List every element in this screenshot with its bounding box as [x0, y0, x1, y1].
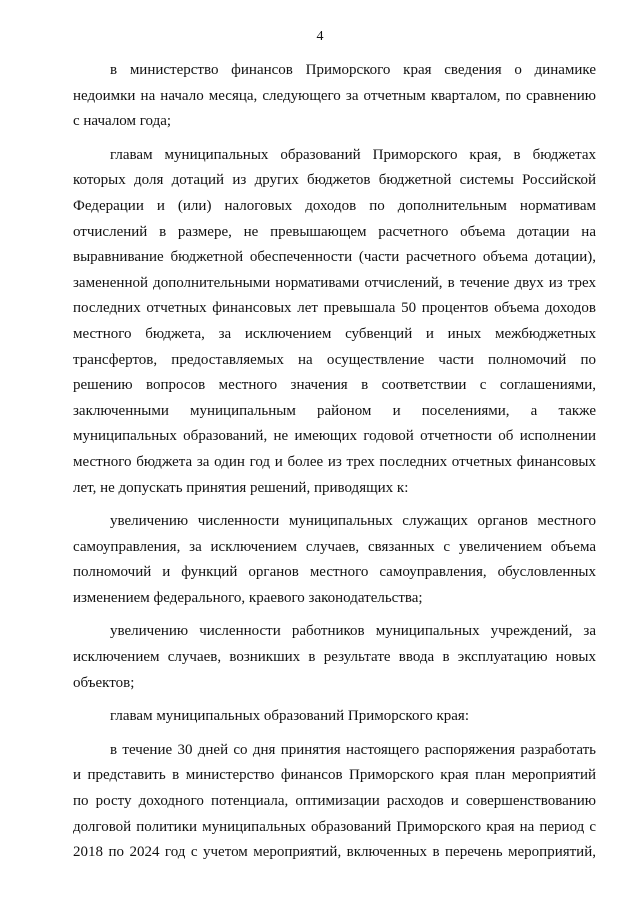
text-line: отчислений в размере, не превышающем расчетного объема дотации на	[73, 223, 596, 240]
paragraph	[73, 619, 596, 696]
paragraph	[73, 704, 596, 730]
text-line: выравнивание бюджетной обеспеченности (части расчетного объема дотации),	[73, 249, 596, 266]
text-line: по росту доходного потенциала, оптимизации расходов и совершенствованию	[73, 793, 596, 810]
paragraph	[73, 509, 596, 611]
text-line: недоимки на начало месяца, следующего за отчетным кварталом, по сравнению	[73, 87, 596, 104]
paragraph	[73, 143, 596, 501]
paragraph	[73, 58, 596, 135]
text-line: замененной дополнительными нормативами отчислений, в течение двух из трех	[73, 274, 596, 291]
text-line: долговой политики муниципальных образований Приморского края на период с	[73, 818, 596, 835]
text-line: изменением федерального, краевого законодательства;	[73, 589, 423, 606]
text-line: которых доля дотаций из других бюджетов бюджетной системы Российской	[73, 172, 596, 189]
text-line: объектов;	[73, 674, 135, 691]
text-line: местного бюджета за один год и более из трех последних отчетных финансовых	[73, 453, 596, 470]
page-number: 4	[316, 29, 324, 44]
paragraph	[73, 738, 596, 866]
text-line: самоуправления, за исключением случаев, связанных с увеличением объема	[73, 538, 596, 555]
text-line: в министерство финансов Приморского края сведения о динамике	[110, 62, 596, 78]
text-line: исключением случаев, возникших в результате ввода в эксплуатацию новых	[73, 649, 596, 666]
text-line: лет, не допускать принятия решений, приводящих к:	[73, 479, 409, 496]
text-line: 2018 по 2024 год с учетом мероприятий, включенных в перечень мероприятий,	[73, 844, 596, 861]
text-line: последних отчетных финансовых лет превышала 50 процентов объема доходов	[73, 300, 596, 317]
text-line: заключенными муниципальным районом и поселениями, а также	[73, 402, 596, 419]
text-line: решению вопросов местного значения в соответствии с соглашениями,	[73, 377, 596, 394]
text-line: главам муниципальных образований Приморского края:	[110, 708, 469, 725]
text-line: Федерации и (или) налоговых доходов по дополнительным нормативам	[73, 197, 596, 214]
text-line: увеличению численности работников муниципальных учреждений, за	[110, 623, 596, 640]
text-line: с началом года;	[73, 113, 172, 130]
text-line: увеличению численности муниципальных служащих органов местного	[110, 513, 596, 530]
text-line: трансфертов, предоставляемых на осуществление части полномочий по	[73, 351, 596, 368]
text-line: в течение 30 дней со дня принятия настоящего распоряжения разработать	[110, 741, 596, 758]
text-line: и представить в министерство финансов Приморского края план мероприятий	[73, 767, 596, 784]
text-line: главам муниципальных образований Приморского края, в бюджетах	[110, 146, 596, 163]
text-line: муниципальных образований, не имеющих годовой отчетности об исполнении	[73, 428, 596, 445]
document-body	[73, 58, 596, 874]
text-line: полномочий и функций органов местного самоуправления, обусловленных	[73, 564, 596, 581]
text-line: местного бюджета, за исключением субвенций и иных межбюджетных	[73, 325, 596, 342]
